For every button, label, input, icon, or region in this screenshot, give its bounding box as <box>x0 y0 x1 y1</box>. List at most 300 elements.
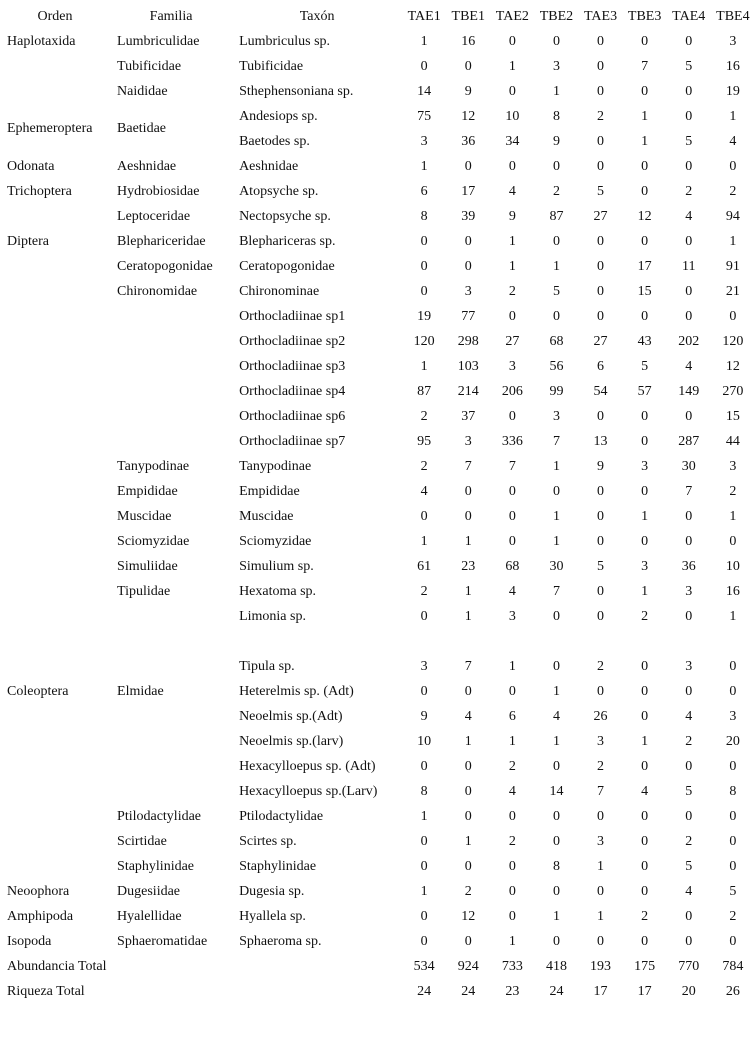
count-cell: 16 <box>725 583 740 599</box>
total-cell: 175 <box>634 958 656 974</box>
count-cell: 0 <box>685 283 693 299</box>
count-cell: 1 <box>420 808 428 824</box>
total-cell: 17 <box>593 983 608 999</box>
orden-cell: Trichoptera <box>7 183 72 199</box>
count-cell: 2 <box>641 608 649 624</box>
count-cell: 1 <box>508 733 516 749</box>
count-cell: 0 <box>641 158 649 174</box>
table-row <box>0 479 755 504</box>
count-cell: 0 <box>729 533 737 549</box>
table-row <box>0 704 755 729</box>
orden-cell <box>0 404 110 429</box>
count-cell: 5 <box>641 358 649 374</box>
count-cell: 3 <box>508 358 516 374</box>
count-cell: 27 <box>593 208 608 224</box>
count-cell: 0 <box>464 258 472 274</box>
count-cell: 0 <box>597 408 605 424</box>
table-row <box>0 79 755 104</box>
familia-cell: Baetidae <box>117 121 167 136</box>
count-cell: 1 <box>552 83 560 99</box>
count-cell: 0 <box>685 108 693 124</box>
table-row <box>0 429 755 454</box>
count-cell: 7 <box>685 483 693 499</box>
total-cell: 23 <box>505 983 520 999</box>
count-cell: 149 <box>678 383 700 399</box>
count-cell: 0 <box>464 508 472 524</box>
count-cell: 34 <box>505 133 520 149</box>
familia-cell <box>110 304 232 329</box>
count-cell: 0 <box>641 83 649 99</box>
taxon-cell: Neoelmis sp.(larv) <box>239 733 344 749</box>
count-cell: 0 <box>597 683 605 699</box>
count-cell: 7 <box>552 583 560 599</box>
familia-cell <box>110 329 232 354</box>
table-row <box>0 679 755 704</box>
count-cell: 8 <box>420 208 428 224</box>
count-cell: 298 <box>457 333 479 349</box>
count-cell: 75 <box>417 108 432 124</box>
count-cell: 1 <box>464 733 472 749</box>
count-cell: 19 <box>417 308 432 324</box>
count-cell: 0 <box>641 683 649 699</box>
familia-cell: Sphaeromatidae <box>117 933 208 949</box>
count-cell <box>534 629 578 654</box>
count-cell: 0 <box>685 933 693 949</box>
count-cell: 0 <box>685 683 693 699</box>
table-row <box>0 104 755 129</box>
orden-cell <box>0 379 110 404</box>
taxon-cell: Simulium sp. <box>239 558 314 574</box>
count-cell: 1 <box>420 883 428 899</box>
count-cell: 0 <box>641 308 649 324</box>
table-row <box>0 404 755 429</box>
count-cell: 0 <box>508 33 516 49</box>
count-cell <box>490 629 534 654</box>
table-row <box>0 154 755 179</box>
count-cell: 3 <box>729 708 737 724</box>
count-cell: 4 <box>641 783 649 799</box>
count-cell: 0 <box>597 58 605 74</box>
orden-cell <box>0 354 110 379</box>
count-cell: 43 <box>637 333 652 349</box>
taxon-cell <box>232 629 402 654</box>
count-cell: 27 <box>505 333 520 349</box>
total-cell: 20 <box>681 983 696 999</box>
column-header: TAE3 <box>583 8 618 24</box>
count-cell: 0 <box>552 158 560 174</box>
count-cell: 3 <box>685 583 693 599</box>
count-cell: 99 <box>549 383 564 399</box>
column-header: Orden <box>37 8 73 24</box>
count-cell: 56 <box>549 358 564 374</box>
count-cell: 0 <box>597 608 605 624</box>
total-cell: 770 <box>678 958 700 974</box>
count-cell: 21 <box>725 283 740 299</box>
count-cell: 36 <box>461 133 476 149</box>
count-cell: 1 <box>508 933 516 949</box>
familia-cell <box>110 404 232 429</box>
totals-row <box>0 954 755 979</box>
total-cell: 193 <box>590 958 612 974</box>
count-cell: 0 <box>508 483 516 499</box>
count-cell: 0 <box>685 158 693 174</box>
count-cell: 270 <box>722 383 744 399</box>
count-cell: 0 <box>597 158 605 174</box>
taxon-cell: Hexacylloepus sp. (Adt) <box>239 758 376 774</box>
count-cell: 2 <box>729 908 737 924</box>
count-cell: 2 <box>420 583 428 599</box>
familia-cell: Scirtidae <box>117 833 167 849</box>
orden-cell <box>0 254 110 279</box>
count-cell: 1 <box>552 533 560 549</box>
taxon-cell: Ceratopogonidae <box>239 258 335 274</box>
count-cell: 10 <box>725 558 740 574</box>
count-cell: 15 <box>725 408 740 424</box>
count-cell: 8 <box>552 858 560 874</box>
count-cell: 12 <box>461 908 476 924</box>
count-cell: 0 <box>552 233 560 249</box>
count-cell: 0 <box>597 283 605 299</box>
count-cell: 0 <box>597 933 605 949</box>
count-cell: 214 <box>457 383 479 399</box>
count-cell: 19 <box>725 83 740 99</box>
count-cell: 1 <box>641 508 649 524</box>
table-row <box>0 504 755 529</box>
count-cell: 1 <box>552 508 560 524</box>
count-cell: 12 <box>461 108 476 124</box>
count-cell: 5 <box>685 133 693 149</box>
taxon-cell: Orthocladiinae sp2 <box>239 333 346 349</box>
count-cell: 17 <box>461 183 476 199</box>
count-cell: 87 <box>549 208 564 224</box>
count-cell: 8 <box>420 783 428 799</box>
count-cell: 0 <box>729 158 737 174</box>
count-cell: 0 <box>597 33 605 49</box>
count-cell: 4 <box>508 183 516 199</box>
familia-cell: Tanypodinae <box>117 458 190 474</box>
count-cell: 0 <box>552 758 560 774</box>
taxa-abundance-table <box>0 4 755 1004</box>
total-cell: 17 <box>637 983 652 999</box>
count-cell: 9 <box>420 708 428 724</box>
taxon-cell: Sphaeroma sp. <box>239 933 322 949</box>
familia-cell: Hydrobiosidae <box>117 183 200 199</box>
count-cell: 0 <box>464 933 472 949</box>
count-cell: 0 <box>552 308 560 324</box>
count-cell: 0 <box>729 858 737 874</box>
familia-cell <box>110 429 232 454</box>
taxon-cell: Orthocladiinae sp1 <box>239 308 346 324</box>
table-row <box>0 604 755 629</box>
total-cell: 924 <box>457 958 479 974</box>
table-row <box>0 904 755 929</box>
count-cell: 0 <box>464 758 472 774</box>
taxon-cell: Tubificidae <box>239 58 304 74</box>
count-cell: 0 <box>685 608 693 624</box>
count-cell: 37 <box>461 408 476 424</box>
count-cell: 0 <box>508 908 516 924</box>
taxon-cell: Aeshnidae <box>239 158 299 174</box>
count-cell: 3 <box>729 458 737 474</box>
orden-cell <box>0 804 110 829</box>
count-cell: 0 <box>464 858 472 874</box>
count-cell: 0 <box>552 658 560 674</box>
count-cell: 2 <box>597 108 605 124</box>
familia-cell: Chironomidae <box>117 283 198 299</box>
table-row <box>0 654 755 679</box>
taxon-cell: Scirtes sp. <box>239 833 297 849</box>
count-cell: 0 <box>508 508 516 524</box>
orden-cell <box>0 429 110 454</box>
orden-cell <box>0 779 110 804</box>
orden-cell: Ephemeroptera <box>7 121 93 136</box>
orden-cell <box>0 504 110 529</box>
count-cell: 5 <box>685 783 693 799</box>
count-cell: 3 <box>508 608 516 624</box>
count-cell: 2 <box>685 833 693 849</box>
count-cell: 0 <box>685 808 693 824</box>
taxon-cell: Orthocladiinae sp6 <box>239 408 346 424</box>
count-cell: 0 <box>685 33 693 49</box>
count-cell: 68 <box>549 333 564 349</box>
count-cell: 2 <box>685 183 693 199</box>
familia-cell: Dugesiidae <box>117 883 181 899</box>
taxon-cell: Lumbriculus sp. <box>239 33 331 49</box>
count-cell: 0 <box>420 283 428 299</box>
count-cell: 103 <box>457 358 479 374</box>
count-cell: 3 <box>420 658 428 674</box>
count-cell: 94 <box>725 208 740 224</box>
familia-cell: Tipulidae <box>117 583 171 599</box>
count-cell: 1 <box>552 733 560 749</box>
count-cell: 4 <box>685 208 693 224</box>
count-cell: 3 <box>597 833 605 849</box>
taxon-cell: Tipula sp. <box>239 658 295 674</box>
count-cell: 0 <box>464 58 472 74</box>
count-cell: 0 <box>420 933 428 949</box>
count-cell <box>711 629 755 654</box>
count-cell <box>446 629 490 654</box>
table-row <box>0 754 755 779</box>
orden-cell <box>0 554 110 579</box>
count-cell: 36 <box>681 558 696 574</box>
familia-cell: Elmidae <box>117 683 164 699</box>
familia-cell <box>110 604 232 629</box>
count-cell: 0 <box>508 683 516 699</box>
count-cell: 0 <box>641 233 649 249</box>
taxon-cell: Limonia sp. <box>239 608 306 624</box>
count-cell: 1 <box>641 108 649 124</box>
count-cell: 26 <box>593 708 608 724</box>
familia-cell: Muscidae <box>117 508 172 524</box>
count-cell: 0 <box>508 308 516 324</box>
count-cell: 1 <box>420 533 428 549</box>
count-cell: 16 <box>461 33 476 49</box>
orden-cell <box>0 529 110 554</box>
familia-cell <box>110 704 232 729</box>
taxon-cell: Hexatoma sp. <box>239 583 317 599</box>
count-cell: 287 <box>678 433 700 449</box>
count-cell: 0 <box>552 883 560 899</box>
familia-cell: Leptoceridae <box>117 208 191 224</box>
count-cell: 4 <box>685 358 693 374</box>
count-cell: 1 <box>508 258 516 274</box>
count-cell: 7 <box>641 58 649 74</box>
table-row <box>0 554 755 579</box>
count-cell: 0 <box>685 408 693 424</box>
count-cell: 0 <box>729 933 737 949</box>
count-cell: 1 <box>508 658 516 674</box>
orden-cell <box>0 304 110 329</box>
count-cell <box>667 629 711 654</box>
orden-cell: Odonata <box>7 158 55 174</box>
table-row <box>0 354 755 379</box>
count-cell: 0 <box>420 608 428 624</box>
taxon-cell: Andesiops sp. <box>239 108 318 124</box>
count-cell: 5 <box>597 558 605 574</box>
count-cell: 0 <box>685 83 693 99</box>
count-cell: 2 <box>508 758 516 774</box>
orden-cell <box>0 829 110 854</box>
table-row <box>0 929 755 954</box>
count-cell: 1 <box>552 258 560 274</box>
count-cell: 12 <box>725 358 740 374</box>
orden-cell <box>0 754 110 779</box>
familia-cell <box>110 654 232 679</box>
count-cell: 1 <box>420 358 428 374</box>
orden-cell <box>0 729 110 754</box>
taxon-cell: Neoelmis sp.(Adt) <box>239 708 343 724</box>
table-row <box>0 29 755 54</box>
count-cell: 14 <box>417 83 432 99</box>
count-cell: 0 <box>464 233 472 249</box>
count-cell: 0 <box>641 33 649 49</box>
count-cell: 1 <box>552 458 560 474</box>
count-cell: 3 <box>420 133 428 149</box>
count-cell: 0 <box>729 308 737 324</box>
count-cell: 3 <box>597 733 605 749</box>
familia-cell: Lumbriculidae <box>117 33 200 49</box>
count-cell: 0 <box>508 533 516 549</box>
count-cell: 0 <box>685 508 693 524</box>
count-cell: 8 <box>552 108 560 124</box>
count-cell: 0 <box>641 658 649 674</box>
count-cell: 2 <box>552 183 560 199</box>
taxon-cell: Ptilodactylidae <box>239 808 324 824</box>
table-row <box>0 779 755 804</box>
familia-cell <box>110 754 232 779</box>
count-cell: 1 <box>508 233 516 249</box>
orden-cell <box>0 279 110 304</box>
count-cell: 1 <box>729 608 737 624</box>
count-cell: 9 <box>508 208 516 224</box>
table-row <box>0 879 755 904</box>
column-header: TAE2 <box>495 8 529 24</box>
count-cell: 1 <box>597 858 605 874</box>
count-cell: 17 <box>637 258 652 274</box>
count-cell: 3 <box>641 558 649 574</box>
taxon-cell: Muscidae <box>239 508 294 524</box>
taxon-cell: Empididae <box>239 483 300 499</box>
count-cell <box>578 629 622 654</box>
count-cell: 7 <box>552 433 560 449</box>
count-cell: 15 <box>637 283 652 299</box>
count-cell: 1 <box>729 233 737 249</box>
table-row <box>0 454 755 479</box>
taxon-cell: Nectopsyche sp. <box>239 208 331 224</box>
count-cell: 4 <box>508 783 516 799</box>
taxon-cell: Dugesia sp. <box>239 883 305 899</box>
count-cell: 1 <box>552 683 560 699</box>
familia-cell: Empididae <box>117 483 178 499</box>
count-cell: 5 <box>729 883 737 899</box>
taxon-cell: Chironominae <box>239 283 320 299</box>
familia-cell: Tubificidae <box>117 58 182 74</box>
count-cell: 0 <box>552 33 560 49</box>
count-cell: 0 <box>641 433 649 449</box>
count-cell: 0 <box>508 858 516 874</box>
count-cell: 91 <box>725 258 740 274</box>
count-cell: 0 <box>420 833 428 849</box>
count-cell: 57 <box>637 383 652 399</box>
table-row <box>0 579 755 604</box>
count-cell: 2 <box>597 658 605 674</box>
count-cell: 2 <box>729 483 737 499</box>
count-cell: 0 <box>464 483 472 499</box>
count-cell: 0 <box>552 483 560 499</box>
count-cell: 0 <box>729 658 737 674</box>
count-cell: 4 <box>552 708 560 724</box>
count-cell: 0 <box>685 533 693 549</box>
count-cell <box>623 629 667 654</box>
count-cell: 11 <box>681 258 696 274</box>
orden-cell <box>0 479 110 504</box>
column-header: TBE2 <box>539 8 574 24</box>
count-cell: 2 <box>420 458 428 474</box>
table-row <box>0 254 755 279</box>
count-cell: 2 <box>464 883 472 899</box>
count-cell: 0 <box>552 608 560 624</box>
orden-cell: Coleoptera <box>7 683 69 699</box>
table-row <box>0 204 755 229</box>
table-row <box>0 629 755 654</box>
count-cell: 2 <box>597 758 605 774</box>
table-row <box>0 54 755 79</box>
count-cell: 0 <box>597 508 605 524</box>
count-cell: 0 <box>508 808 516 824</box>
orden-cell <box>0 204 110 229</box>
orden-cell <box>0 579 110 604</box>
count-cell: 0 <box>420 58 428 74</box>
count-cell <box>402 629 446 654</box>
count-cell: 2 <box>420 408 428 424</box>
orden-cell <box>0 79 110 104</box>
count-cell: 16 <box>725 58 740 74</box>
count-cell: 14 <box>549 783 564 799</box>
taxon-cell: Sciomyzidae <box>239 533 312 549</box>
count-cell: 7 <box>464 658 472 674</box>
count-cell: 0 <box>641 408 649 424</box>
count-cell: 0 <box>420 908 428 924</box>
count-cell: 0 <box>685 233 693 249</box>
count-cell: 9 <box>597 458 605 474</box>
total-cell: 733 <box>501 958 523 974</box>
table-row <box>0 179 755 204</box>
total-cell: 418 <box>545 958 567 974</box>
orden-cell <box>0 854 110 879</box>
count-cell: 54 <box>593 383 608 399</box>
table-row <box>0 829 755 854</box>
